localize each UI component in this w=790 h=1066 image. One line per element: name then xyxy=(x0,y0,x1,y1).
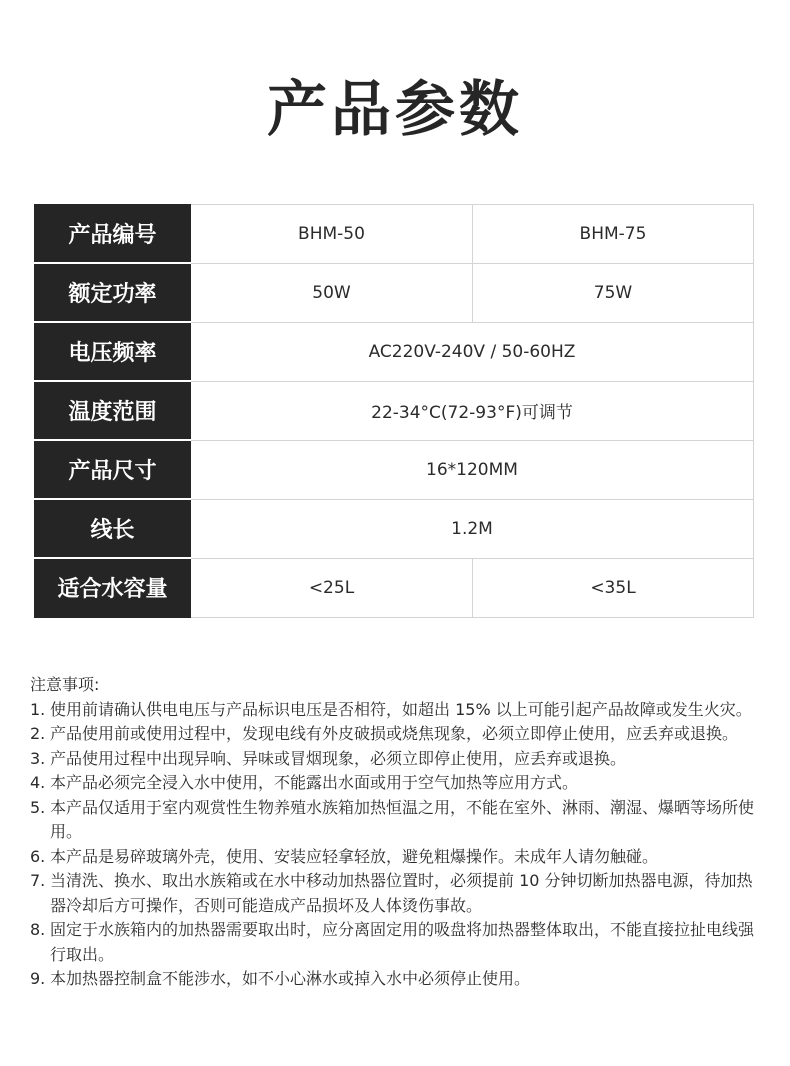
note-item xyxy=(30,918,760,967)
spec-table xyxy=(34,204,754,618)
note-item xyxy=(30,747,760,772)
note-text: 产品使用过程中出现异响、异味或冒烟现象，必须立即停止使用，应丢弃或退换。 xyxy=(50,748,627,768)
spec-value: 75W xyxy=(473,263,754,322)
note-number: 3. xyxy=(30,748,46,768)
spec-value: BHM-75 xyxy=(473,205,754,264)
spec-value: 16*120MM xyxy=(191,440,754,499)
spec-row-model xyxy=(35,205,754,264)
note-number: 8. xyxy=(30,920,46,939)
spec-row-size xyxy=(35,440,754,499)
note-text: 固定于水族箱内的加热器需要取出时，应分离固定用的吸盘将加热器整体取出，不能直接拉扯电线强行取出。 xyxy=(50,920,755,964)
note-item xyxy=(30,771,760,796)
spec-value: 22-34°C(72-93°F)可调节 xyxy=(191,381,754,440)
spec-label: 线长 xyxy=(35,499,191,558)
spec-label: 产品尺寸 xyxy=(35,440,191,499)
notes-title: 注意事项: xyxy=(30,675,100,694)
note-number: 5. xyxy=(30,797,46,817)
spec-row-temperature xyxy=(35,381,754,440)
note-text: 本产品必须完全浸入水中使用，不能露出水面或用于空气加热等应用方式。 xyxy=(50,773,579,792)
spec-value: AC220V-240V / 50-60HZ xyxy=(191,322,754,381)
note-item xyxy=(30,722,760,747)
note-text: 本产品是易碎玻璃外壳，使用、安装应轻拿轻放，避免粗爆操作。未成年人请勿触碰。 xyxy=(50,846,659,866)
spec-label: 额定功率 xyxy=(35,263,191,322)
note-number: 6. xyxy=(30,846,46,866)
note-item xyxy=(30,967,760,992)
note-number: 9. xyxy=(30,969,46,988)
note-number: 4. xyxy=(30,773,46,792)
note-item xyxy=(30,698,760,723)
notes-list xyxy=(30,698,760,992)
note-number: 7. xyxy=(30,871,46,890)
note-text: 产品使用前或使用过程中，发现电线有外皮破损或烧焦现象，必须立即停止使用，应丢弃或退换。 xyxy=(50,724,739,743)
note-text: 当清洗、换水、取出水族箱或在水中移动加热器位置时，必须提前 10 分钟切断加热器电源，待加热器冷却后方可操作，否则可能造成产品损坏及人体烫伤事故。 xyxy=(50,871,753,915)
spec-value: 1.2M xyxy=(191,499,754,558)
spec-row-capacity xyxy=(35,558,754,617)
spec-row-power xyxy=(35,263,754,322)
spec-label: 产品编号 xyxy=(35,205,191,264)
note-text: 使用前请确认供电电压与产品标识电压是否相符，如超出 15% 以上可能引起产品故障或发生火灾。 xyxy=(50,699,752,719)
note-text: 本加热器控制盒不能涉水，如不小心淋水或掉入水中必须停止使用。 xyxy=(50,969,531,988)
note-item xyxy=(30,869,760,918)
spec-value: <25L xyxy=(191,558,473,617)
notes-section xyxy=(30,673,760,992)
spec-row-cable xyxy=(35,499,754,558)
note-number: 2. xyxy=(30,724,46,743)
note-text: 本产品仅适用于室内观赏性生物养殖水族箱加热恒温之用，不能在室外、淋雨、潮湿、爆晒等场所使用。 xyxy=(50,797,755,841)
page-title: 产品参数 xyxy=(267,75,523,145)
note-item xyxy=(30,845,760,870)
spec-value: BHM-50 xyxy=(191,205,473,264)
note-number: 1. xyxy=(30,699,46,719)
spec-row-voltage xyxy=(35,322,754,381)
spec-value: 50W xyxy=(191,263,473,322)
spec-label: 电压频率 xyxy=(35,322,191,381)
spec-label: 适合水容量 xyxy=(35,558,191,617)
spec-label: 温度范围 xyxy=(35,381,191,440)
spec-value: <35L xyxy=(473,558,754,617)
note-item xyxy=(30,796,760,845)
